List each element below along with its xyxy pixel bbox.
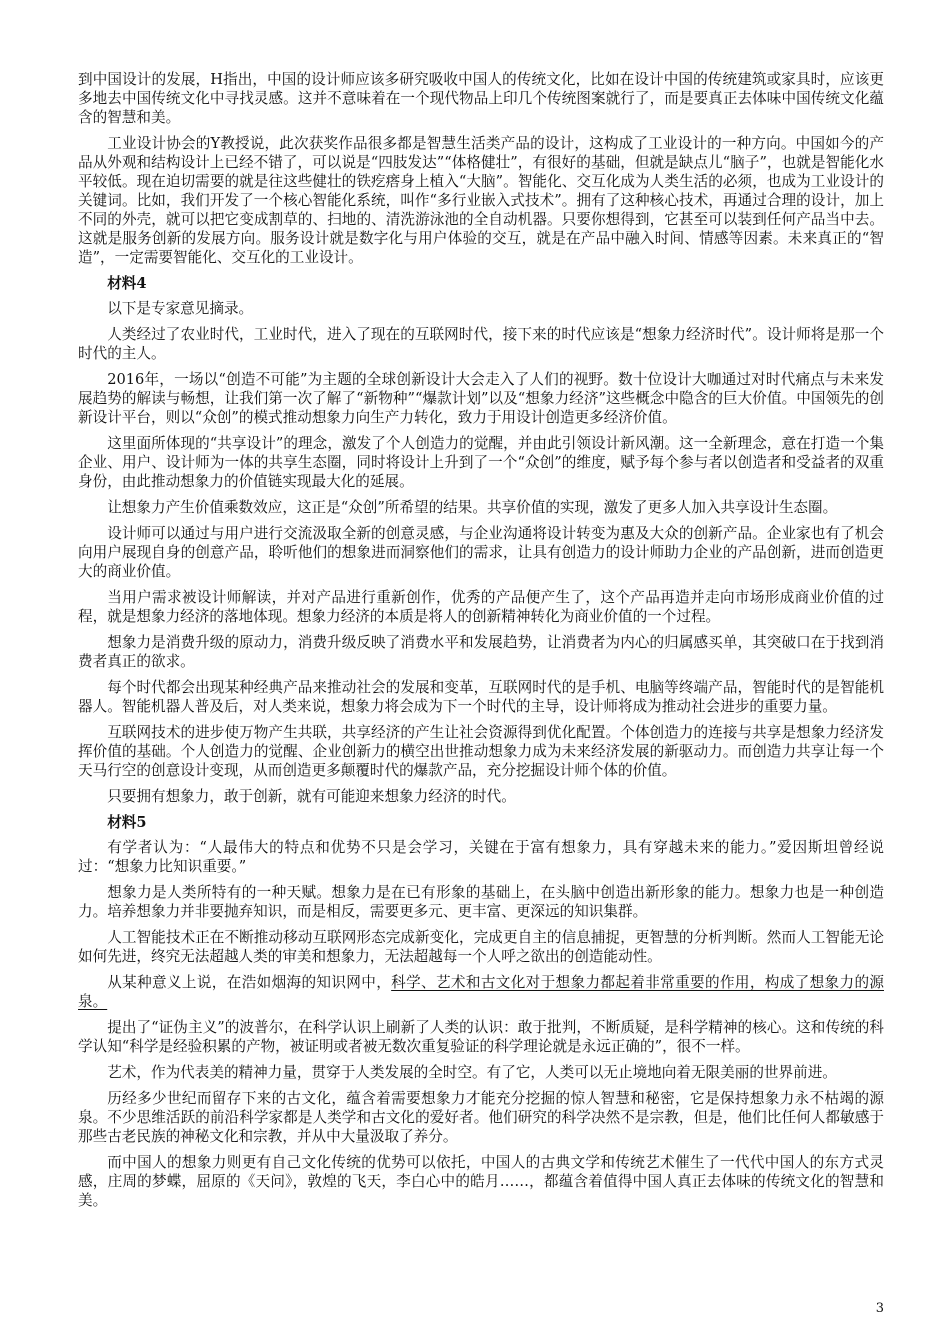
paragraph: 人类经过了农业时代，工业时代，进入了现在的互联网时代，接下来的时代应该是“想象力经济时代”。设计师将是那一个时代的主人。 [78, 326, 884, 362]
paragraph: 有学者认为：“人最伟大的特点和优势不只是会学习，关键在于富有想象力，具有穿越未来的能力。”爱因斯坦曾经说过：“想象力比知识重要。” [78, 839, 884, 875]
paragraph-with-underline [78, 973, 884, 1011]
paragraph: 人工智能技术正在不断推动移动互联网形态完成新变化，完成更自主的信息捕捉，更智慧的分析判断。然而人工智能无论如何先进，终究无法超越人类的审美和想象力，无法超越每一个人呼之欲出的创造能动性。 [78, 929, 884, 965]
paragraph: 提出了“证伪主义”的波普尔，在科学认识上刷新了人类的认识：敢于批判，不断质疑，是科学精神的核心。这和传统的科学认知“科学是经验积累的产物，被证明或者被无数次重复验证的科学理论就是永远正确的”，很不一样。 [78, 1019, 884, 1055]
paragraph: 设计师可以通过与用户进行交流汲取全新的创意灵感，与企业沟通将设计转变为惠及大众的创新产品。企业家也有了机会向用户展现自身的创意产品，聆听他们的想象进而洞察他们的需求，让具有创造力的设计师助力企业的产品创新，进而创造更大的商业价值。 [78, 525, 884, 580]
page-number: 3 [875, 1301, 884, 1316]
paragraph: 2016年，一场以“创造不可能”为主题的全球创新设计大会走入了人们的视野。数十位设计大咖通过对时代痛点与未来发展趋势的解读与畅想，让我们第一次了解了“新物种”“爆款计划”以及“想象力经济”这些概念中隐含的巨大价值。中国领先的创新设计平台，则以“众创”的模式推动想象力向生产力转化，致力于用设计创造更多经济价值。 [78, 371, 884, 426]
paragraph: 以下是专家意见摘录。 [107, 300, 254, 317]
underlined-sentence: 科学、艺术和古文化对于想象力都起着非常重要的作用，构成了想象力的源泉。 [78, 974, 884, 1010]
paragraph: 想象力是人类所特有的一种天赋。想象力是在已有形象的基础上，在头脑中创造出新形象的能力。想象力也是一种创造力。培养想象力并非要抛弃知识，而是相反，需要更多元、更丰富、更深远的知识集群。 [78, 884, 884, 920]
paragraph-text: 从某种意义上说，在浩如烟海的知识网中， [107, 974, 392, 991]
paragraph: 每个时代都会出现某种经典产品来推动社会的发展和变革，互联网时代的是手机、电脑等终端产品，智能时代的是智能机器人。智能机器人普及后，对人类来说，想象力将会成为下一个时代的主导，设计师将成为推动社会进步的重要力量。 [78, 679, 884, 715]
paragraph: 这里面所体现的“共享设计”的理念，激发了个人创造力的觉醒，并由此引领设计新风潮。这一全新理念，意在打造一个集企业、用户、设计师为一体的共享生态圈，同时将设计上升到了一个“众创”的维度，赋予每个参与者以创造者和受益者的双重身份，由此推动想象力的价值链实现最大化的延展。 [78, 435, 884, 490]
paragraph: 而中国人的想象力则更有自己文化传统的优势可以依托，中国人的古典文学和传统艺术催生了一代代中国人的东方式灵感，庄周的梦蝶，屈原的《天问》，敦煌的飞天，李白心中的皓月……，都蕴含着值得中国人真正去体味的传统文化的智慧和美。 [78, 1154, 884, 1209]
section-heading-material-4: 材料4 [107, 275, 147, 292]
paragraph: 艺术，作为代表美的精神力量，贯穿于人类发展的全时空。有了它，人类可以无止境地向着无限美丽的世界前进。 [107, 1064, 837, 1081]
paragraph: 历经多少世纪而留存下来的古文化，蕴含着需要想象力才能充分挖掘的惊人智慧和秘密，它是保持想象力永不枯竭的源泉。不少思维活跃的前沿科学家都是人类学和古文化的爱好者。他们研究的科学决然不是宗教，但是，他们比任何人都敏感于那些古老民族的神秘文化和宗教，并从中大量汲取了养分。 [78, 1090, 884, 1145]
paragraph: 到中国设计的发展，H指出，中国的设计师应该多研究吸收中国人的传统文化，比如在设计中国的传统建筑或家具时，应该更多地去中国传统文化中寻找灵感。这并不意味着在一个现代物品上印几个传统图案就行了，而是要真正去体味中国传统文化蕴含的智慧和美。 [78, 71, 884, 126]
document-page [78, 70, 884, 1217]
paragraph: 工业设计协会的Y教授说，此次获奖作品很多都是智慧生活类产品的设计，这构成了工业设计的一种方向。中国如今的产品从外观和结构设计上已经不错了，可以说是“四肢发达”“体格健壮”，有很好的基础，但就是缺点儿“脑子”，也就是智能化水平较低。现在迫切需要的就是往这些健壮的铁疙瘩身上植入“大脑”。智能化、交互化成为人类生活的必须，也成为工业设计的关键词。比如，我们开发了一个核心智能化系统，叫作“多行业嵌入式技术”。拥有了这种核心技术，再通过合理的设计，加上不同的外壳，就可以把它变成割草的、扫地的、清洗游泳池的全自动机器。只要你想得到，它甚至可以装到任何产品当中去。这就是服务创新的发展方向。服务设计就是数字化与用户体验的交互，就是在产品中融入时间、情感等因素。未来真正的“智造”，一定需要智能化、交互化的工业设计。 [78, 135, 884, 266]
section-heading-material-5: 材料5 [107, 814, 147, 831]
paragraph: 当用户需求被设计师解读，并对产品进行重新创作，优秀的产品便产生了，这个产品再造并走向市场形成商业价值的过程，就是想象力经济的落地体现。想象力经济的本质是将人的创新精神转化为商业价值的一个过程。 [78, 589, 884, 625]
paragraph: 只要拥有想象力，敢于创新，就有可能迎来想象力经济的时代。 [107, 788, 516, 805]
paragraph: 互联网技术的进步使万物产生共联，共享经济的产生让社会资源得到优化配置。个体创造力的连接与共享是想象力经济发挥价值的基础。个人创造力的觉醒、企业创新力的横空出世推动想象力成为未来经济发展的新驱动力。而创造力共享让每一个天马行空的创意设计变现，从而创造更多颠覆时代的爆款产品，充分挖掘设计师个体的价值。 [78, 724, 884, 779]
paragraph: 想象力是消费升级的原动力，消费升级反映了消费水平和发展趋势，让消费者为内心的归属感买单，其突破口在于找到消费者真正的欲求。 [78, 634, 884, 670]
paragraph: 让想象力产生价值乘数效应，这正是“众创”所希望的结果。共享价值的实现，激发了更多人加入共享设计生态圈。 [107, 499, 838, 516]
